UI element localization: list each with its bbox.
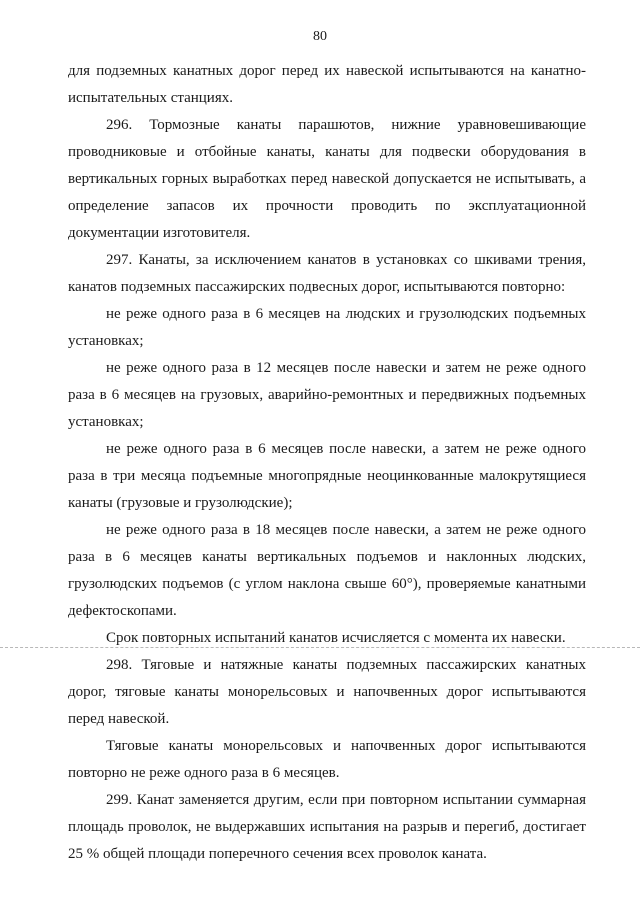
page-number: 80 — [313, 29, 327, 44]
list-item-18-months: не реже одного раза в 18 месяцев после навески, а затем не реже одного раза в 6 месяцев канаты вертикальных подъемов и наклонных людских, грузолюдских подъемов (с углом наклона свыше 60°), проверяемые канатными дефектоскопами. — [68, 522, 586, 619]
scan-artifact-line — [0, 647, 640, 648]
paragraph-297: 297. Канаты, за исключением канатов в установках со шкивами трения, канатов подземных пассажирских подвесных дорог, испытываются повторно: — [68, 252, 586, 295]
list-item-6-months: не реже одного раза в 6 месяцев на людских и грузолюдских подъемных установках; — [68, 306, 586, 349]
list-item-12-months: не реже одного раза в 12 месяцев после навески и затем не реже одного раза в 6 месяцев на грузовых, аварийно-ремонтных и передвижных подъемных установках; — [68, 360, 586, 430]
paragraph-299: 299. Канат заменяется другим, если при повторном испытании суммарная площадь проволок, не выдержавших испытания на разрыв и перегиб, достигает 25 % общей площади поперечного сечения всех проволок каната. — [68, 792, 586, 862]
paragraph-298: 298. Тяговые и натяжные канаты подземных пассажирских канатных дорог, тяговые канаты монорельсовых и напочвенных дорог испытываются перед навеской. — [68, 657, 586, 727]
paragraph-296: 296. Тормозные канаты парашютов, нижние уравновешивающие проводниковые и отбойные канаты, канаты для подвески оборудования в вертикальных горных выработках перед навеской допускается не испытывать, а определение запасов их прочности проводить по эксплуатационной документации изготовителя. — [68, 117, 586, 241]
paragraph-continuation: для подземных канатных дорог перед их навеской испытываются на канатно-испытательных станциях. — [68, 63, 586, 106]
paragraph-traction-ropes: Тяговые канаты монорельсовых и напочвенных дорог испытываются повторно не реже одного раза в 6 месяцев. — [68, 738, 586, 781]
paragraph-retest-period: Срок повторных испытаний канатов исчисляется с момента их навески. — [106, 630, 566, 646]
list-item-6-months-multistrand: не реже одного раза в 6 месяцев после навески, а затем не реже одного раза в три месяца подъемные многопрядные неоцинкованные малокрутящиеся канаты (грузовые и грузолюдские); — [68, 441, 586, 511]
document-body — [68, 58, 586, 868]
